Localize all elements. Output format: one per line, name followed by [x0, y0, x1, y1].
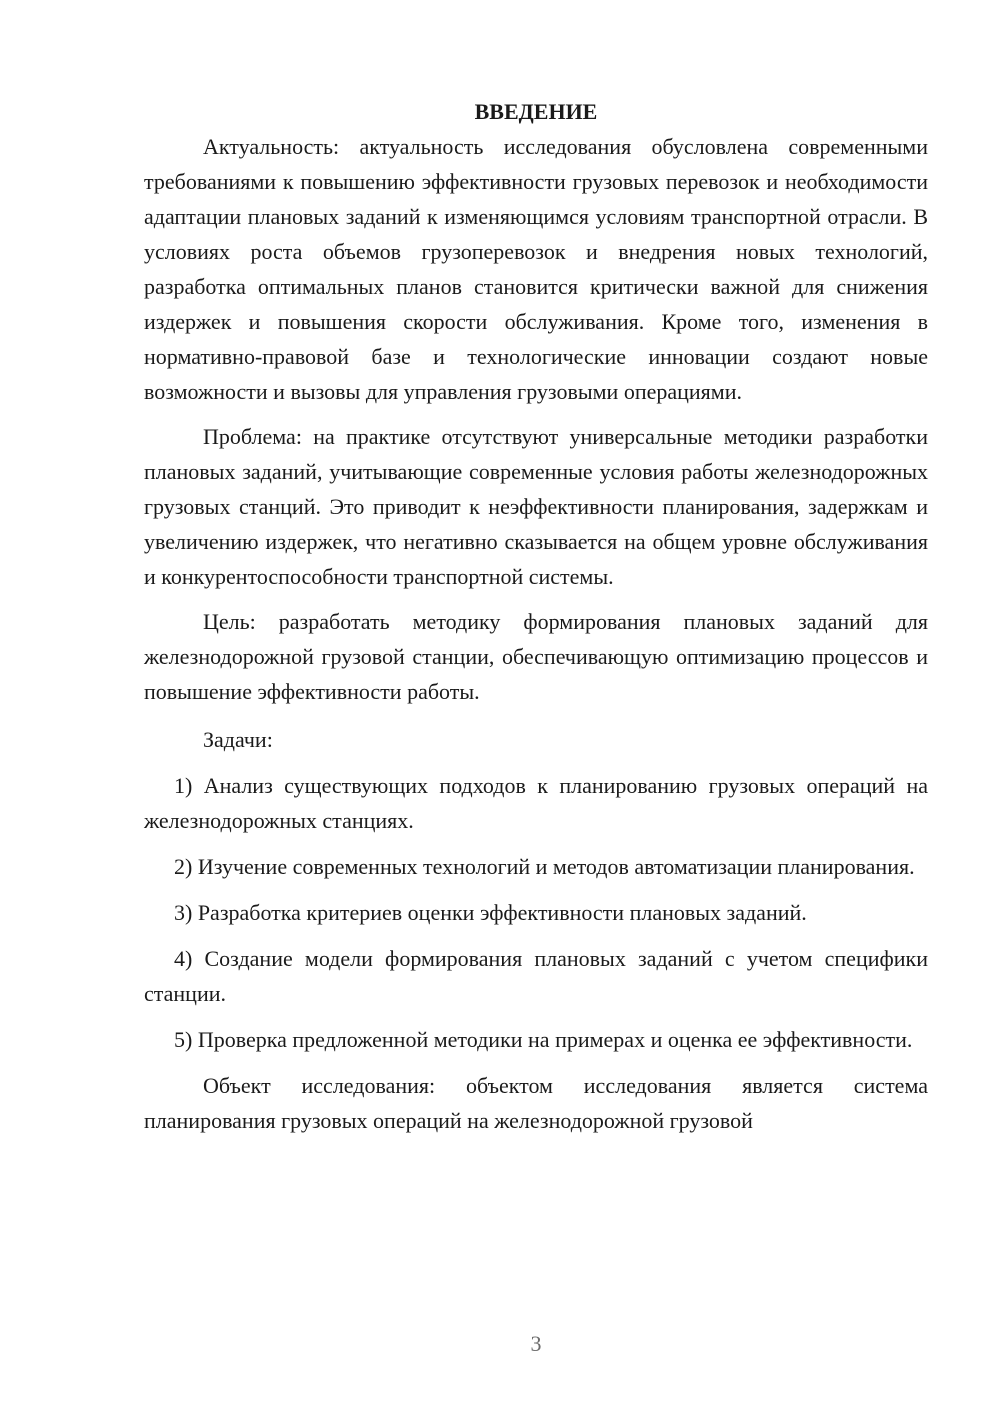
paragraph-relevance: Актуальность: актуальность исследования обусловлена современными требованиями к повышению эффективности грузовых перевозок и необходимости адаптации плановых заданий к изменяющимся условиям транспортной отрасли. В условиях роста объемов грузоперевозок и внедрения новых технологий, разработка оптимальных планов становится критически важной для снижения издержек и повышения скорости обслуживания. Кроме того, изменения в нормативно-правовой базе и технологические инновации создают новые возможности и вызовы для управления грузовыми операциями.: [144, 134, 928, 404]
page-number: 3: [530, 1331, 542, 1356]
tasks-section: [144, 722, 928, 1057]
tasks-heading: Задачи:: [203, 727, 273, 752]
paragraph-object: Объект исследования: объектом исследования является система планирования грузовых операций на железнодорожной грузовой: [144, 1073, 928, 1133]
section-title: ВВЕДЕНИЕ: [474, 99, 598, 124]
task-item: 1) Анализ существующих подходов к планированию грузовых операций на железнодорожных станциях.: [144, 773, 928, 833]
task-item: 3) Разработка критериев оценки эффективности плановых заданий.: [174, 900, 807, 925]
paragraph-goal: Цель: разработать методику формирования плановых заданий для железнодорожной грузовой станции, обеспечивающую оптимизацию процессов и повышение эффективности работы.: [144, 609, 928, 704]
paragraph-problem: Проблема: на практике отсутствуют универсальные методики разработки плановых заданий, учитывающие современные условия работы железнодорожных грузовых станций. Это приводит к неэффективности планирования, задержкам и увеличению издержек, что негативно сказывается на общем уровне обслуживания и конкурентоспособности транспортной системы.: [144, 424, 928, 589]
task-item: 4) Создание модели формирования плановых заданий с учетом специфики станции.: [144, 946, 928, 1006]
task-item: 5) Проверка предложенной методики на примерах и оценка ее эффективности.: [174, 1027, 913, 1052]
task-item: 2) Изучение современных технологий и методов автоматизации планирования.: [174, 854, 915, 879]
document-page: [144, 94, 928, 1138]
